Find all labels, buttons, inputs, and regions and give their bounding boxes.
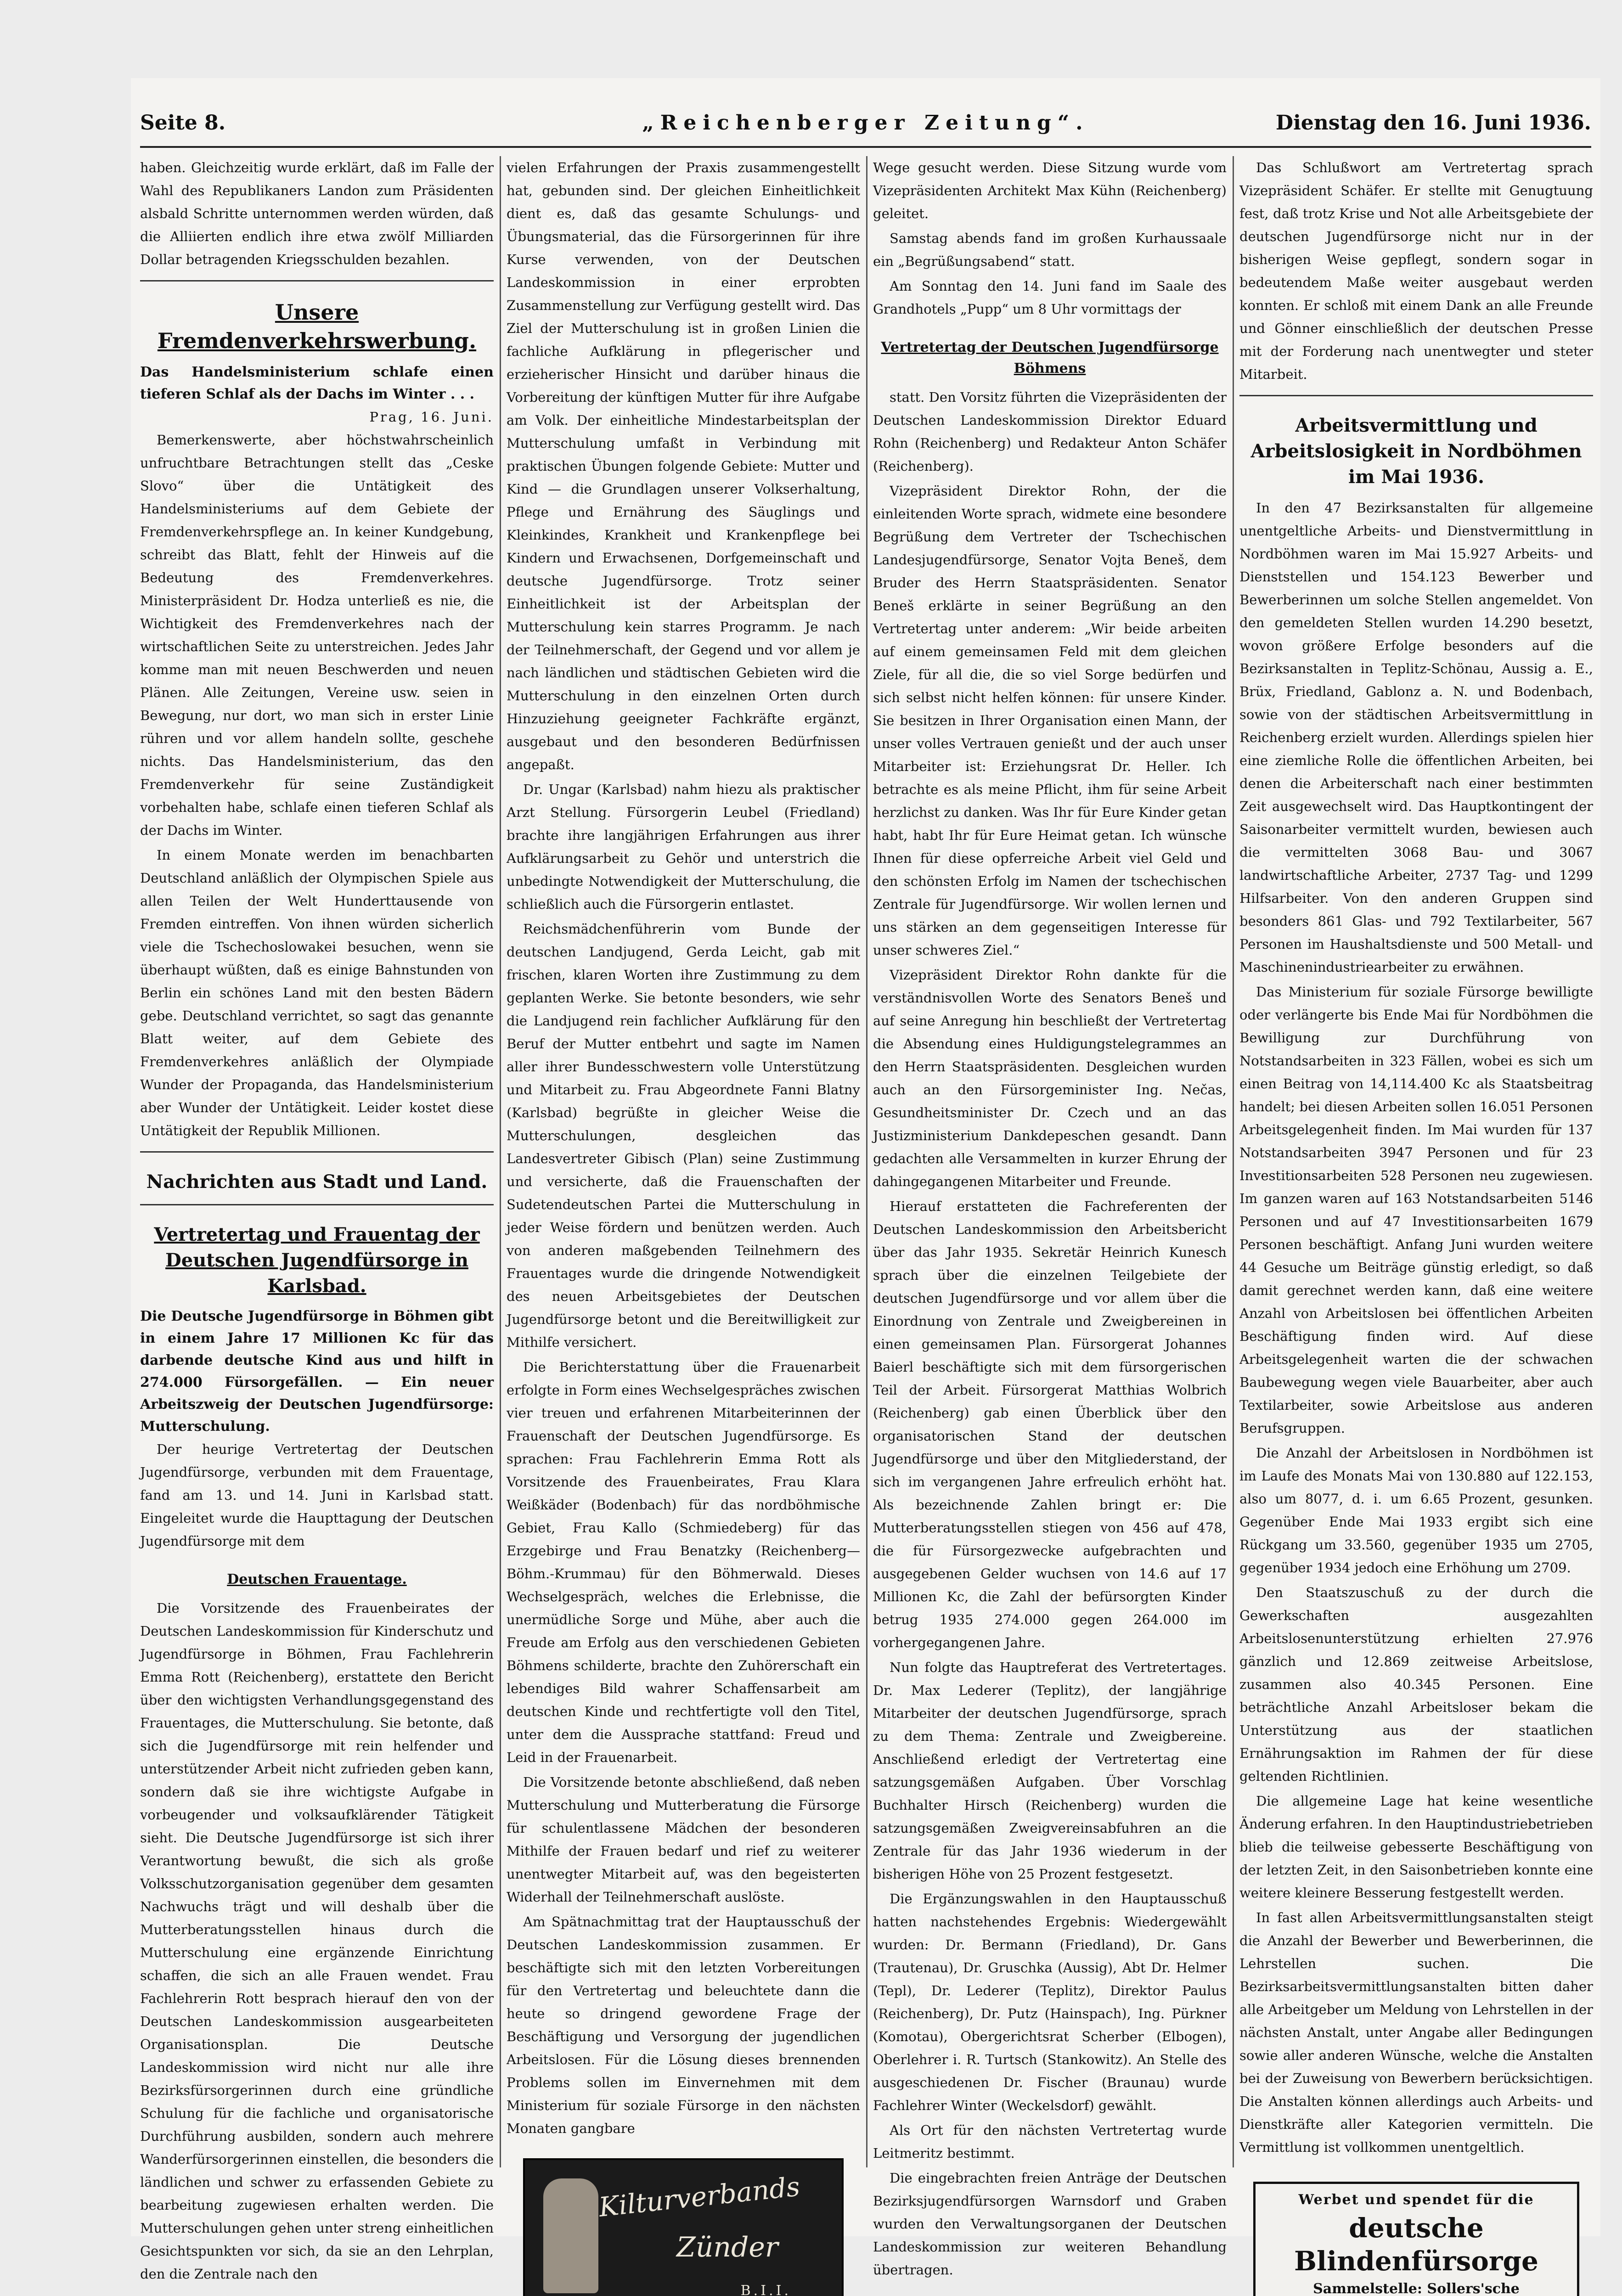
paragraph: Dr. Ungar (Karlsbad) nahm hiezu als praktischer Arzt Stellung. Fürsorgerin Leubel (Friedland) brachte ihre langjährigen Erfahrungen aus ihrer Aufklärungsarbeit zu Gehör und unterstrich die unbedingte Notwendigkeit der Mutterschulung, die schließlich auch die Fürsorgerin entlastet. — [507, 782, 860, 912]
paragraph: Der heurige Vertretertag der Deutschen Jugendfürsorge, verbunden mit dem Frauentage, fand am 13. und 14. Juni in Karlsbad statt. Eingeleitet wurde die Haupttagung der Deutschen Jugendfürsorge mit dem — [140, 1441, 494, 1549]
masthead-title: „Reichenberger Zeitung“. — [642, 111, 1089, 135]
page-header — [140, 111, 1591, 148]
paragraph: Wege gesucht werden. Diese Sitzung wurde vom Vizepräsidenten Architekt Max Kühn (Reichenberg) geleitet. — [873, 160, 1227, 221]
paragraph: Als Ort für den nächsten Vertretertag wurde Leitmeritz bestimmt. — [873, 2122, 1227, 2161]
column-divider — [500, 156, 501, 2167]
column-3 — [873, 156, 1227, 2278]
divider — [1239, 395, 1593, 396]
subheading: Vertretertag der Deutschen Jugendfürsorge Böhmens — [881, 339, 1219, 377]
subheadline: Das Handelsministerium schlafe einen tieferen Schlaf als der Dachs im Winter . . . — [140, 364, 494, 402]
paragraph: Am Sonntag den 14. Juni fand im Saale des Grandhotels „Pupp“ um 8 Uhr vormittags der — [873, 278, 1227, 317]
header-rule — [140, 146, 1591, 148]
paragraph: Das Ministerium für soziale Fürsorge bewilligte oder verlängerte bis Ende Mai für Nordböhmen die Bewilligung zur Durchführung von Notstandsarbeiten in 323 Fällen, wobei es sich um einen Beitrag von 14,114.400 Kc als Staatsbeitrag handelt; bei diesen Arbeiten sollen 16.051 Personen Arbeitsgelegenheit finden. Im Mai wurden für 137 Notstandsarbeiten 3947 Personen und für 23 Investitionsarbeiten 528 Personen neu zugewiesen. Im ganzen waren auf 163 Notstandsarbeiten 5146 Personen und auf 47 Investitionsarbeiten 1679 Personen beschäftigt. Anfang Juni wurden weitere 44 Gesuche um Beiträge günstig erledigt, so daß damit gerechnet werden kann, daß eine weitere Anzahl von Arbeitslosen bei öffentlichen Arbeiten Beschäftigung finden wird. Auf diese Arbeitsgelegenheit warten die der schwachen Baubewegung wegen viele Bauarbeiter, aber auch Textilarbeiter, sowie Arbeitslose aus anderen Berufsgruppen. — [1239, 984, 1593, 1436]
paragraph: In einem Monate werden im benachbarten Deutschland anläßlich der Olympischen Spiele aus allen Teilen der Welt Hunderttausende von Fremden eintreffen. Von ihnen würden sicherlich viele die Tschechoslowakei besuchen, wenn sie überhaupt wüßten, daß es einige Bahnstunden von Berlin ein schönes Land mit den besten Bädern gebe. Deutschland verrichtet, so sagt das genannte Blatt weiter, auf dem Gebiete des Fremdenverkehres anläßlich der Olympiade Wunder der Propaganda, das Handelsministerium aber Wunder der Untätigkeit. Leider kostet diese Untätigkeit der Republik Millionen. — [140, 847, 494, 1138]
paragraph: Hierauf erstatteten die Fachreferenten der Deutschen Landeskommission den Arbeitsbericht über das Jahr 1935. Sekretär Heinrich Kunesch sprach über die einzelnen Teilgebiete der deutschen Jugendfürsorge und vor allem über die Einordnung von Zentrale und Zweigbereinen in einen gemeinsamen Plan. Fürsorgerat Johannes Baierl beschäftigte sich mit dem fürsorgerischen Teil der Arbeit. Fürsorgerat Matthias Wolbrich (Reichenberg) gab einen Überblick über den organisatorischen Stand der deutschen Jugendfürsorge und über den Mitgliederstand, der sich im vergangenen Jahre erfreulich erhöht hat. Als bezeichnende Zahlen bringt er: Die Mutterberatungsstellen stiegen von 456 auf 478, die für Fürsorgezwecke aufgebrachten und ausgegebenen Gelder wuchsen von 14.6 auf 17 Millionen Kc, die Zahl der befürsorgten Kinder betrug 1935 274.000 gegen 264.000 im vorhergegangenen Jahre. — [873, 1199, 1227, 1650]
paragraph: In fast allen Arbeitsvermittlungsanstalten steigt die Anzahl der Bewerber und Bewerberinnen, die Lehrstellen suchen. Die Bezirksarbeitsvermittlungsanstalten bitten daher alle Arbeitgeber um Meldung von Lehrstellen in der nächsten Anstalt, unter Angabe aller Bedingungen sowie aller anderen Wünsche, welche die Anstalten bei der Zuweisung von Bewerbern berücksichtigen. Die Anstalten können allerdings auch Arbeits- und Dienstkräfte aller Kategorien vermitteln. Die Vermittlung ist vollkommen unentgeltlich. — [1239, 1910, 1593, 2155]
blindenfuersorge-advertisement — [1253, 2182, 1579, 2296]
paragraph: Die Ergänzungswahlen in den Hauptausschuß hatten nachstehendes Ergebnis: Wiedergewählt wurden: Dr. Bermann (Friedland), Dr. Gans (Trautenau), Dr. Gruschka (Aussig), Abt Dr. Helmer (Tepl), Dr. Lederer (Teplitz), Direktor Paulus (Reichenberg), Dr. Putz (Hainspach), Ing. Pürkner (Komotau), Obergerichtsrat Scherber (Elbogen), Oberlehrer i. R. Turtsch (Stankowitz). An Stelle des ausgeschiedenen Dr. Fischer (Braunau) wurde Fachlehrer Winter (Weckelsdorf) gewählt. — [873, 1891, 1227, 2113]
subheading: Deutschen Frauentage. — [227, 1571, 407, 1587]
column-divider — [1233, 156, 1234, 2167]
page-number: Seite 8. — [140, 111, 226, 135]
paragraph: Die eingebrachten freien Anträge der Deutschen Bezirksjugendfürsorgen Warnsdorf und Graben wurden den Verwaltungsorganen der Deutschen Landeskommission zur weiteren Behandlung übertragen. — [873, 2170, 1227, 2278]
paragraph: statt. Den Vorsitz führten die Vizepräsidenten der Deutschen Landeskommission Direktor Eduard Rohn (Reichenberg) und Redakteur Anton Schäfer (Reichenberg). — [873, 389, 1227, 474]
paragraph: vielen Erfahrungen der Praxis zusammengestellt hat, gebunden sind. Der gleichen Einheitlichkeit dient es, daß das gesamte Schulungs- und Übungsmaterial, das die Fürsorgerinnen für ihre Kurse verwenden, von der Deutschen Landeskommission in einer erprobten Zusammenstellung zur Verfügung gestellt wird. Das Ziel der Mutterschulung ist in großen Linien die fachliche Aufklärung in pflegerischer und erzieherischer Hinsicht und darüber hinaus die Vorbereitung der künftigen Mutter für ihre Aufgabe am Volk. Der einheitliche Mindestarbeitsplan der Mutterschulung umfaßt in Verbindung mit praktischen Übungen folgende Gebiete: Mutter und Kind — die Grundlagen unserer Volkserhaltung, Pflege und Ernährung des Säuglings und Kleinkindes, Krankheit und Krankenpflege bei Kindern und Erwachsenen, Dorfgemeinschaft und deutsche Jugendfürsorge. Trotz seiner Einheitlichkeit ist der Arbeitsplan der Mutterschulung kein starres Programm. Je nach der Teilnehmerschaft, der Gegend und vor allem je nach ländlichen und städtischen Gebieten wird die Mutterschulung in den einzelnen Orten durch Hinzuziehung geeigneter Fachkräfte ergänzt, ausgebaut und den besonderen Bedürfnissen angepaßt. — [507, 160, 860, 772]
ad-text: deutsche Blindenfürsorge — [1294, 2212, 1538, 2277]
ad-text: Sammelstelle: Sollers'sche — [1313, 2281, 1520, 2296]
column-2 — [507, 156, 860, 2296]
paragraph: In den 47 Bezirksanstalten für allgemeine unentgeltliche Arbeits- und Dienstvermittlung in Nordböhmen waren im Mai 15.927 Arbeits- und Dienststellen und 154.123 Bewerber und Bewerberinnen um solche Stellen angemeldet. Von den gemeldeten Stellen wurden 14.290 besetzt, wovon größere Erfolge besonders auf die Bezirksanstalten in Teplitz-Schönau, Aussig a. E., Brüx, Friedland, Gablonz a. N. und Bodenbach, sowie von der städtischen Arbeitsvermittlung in Reichenberg erzielt wurden. Allerdings spielen hier eine ziemliche Rolle die öffentlichen Arbeiten, bei denen die Arbeiterschaft nach einer bestimmten Zeit ausgewechselt wird. Das Hauptkontingent der Saisonarbeiter vermittelt wurden, bewiesen auch die vermittelten 3068 Bau- und 3067 landwirtschaftliche Arbeiter, 2737 Tag- und 1299 Hilfsarbeiter. Von den anderen Gruppen sind besonders 861 Glas- und 792 Textilarbeiter, 567 Personen im Haushaltsdienste und 500 Metall- und Maschinenindustriearbeiter zu erwähnen. — [1239, 500, 1593, 975]
kulturverband-advertisement — [523, 2158, 844, 2296]
lead-paragraph: Die Deutsche Jugendfürsorge in Böhmen gibt in einem Jahre 17 Millionen Kc für das darbende deutsche Kind aus und hilft in 274.000 Fürsorgefällen. — Ein neuer Arbeitszweig der Deutschen Jugendfürsorge: Mutterschulung. — [140, 1308, 494, 1435]
column-4 — [1239, 156, 1593, 2296]
paragraph: Samstag abends fand im großen Kurhaussaale ein „Begrüßungsabend“ statt. — [873, 231, 1227, 269]
divider — [140, 1151, 494, 1153]
ad-text: Werbet und spendet für die — [1298, 2192, 1534, 2208]
ad-text: Kilturverbands — [597, 2171, 801, 2223]
paragraph: Die Anzahl der Arbeitslosen in Nordböhmen ist im Laufe des Monats Mai von 130.880 auf 122.153, also um 8077, d. i. um 6.65 Prozent, gesunken. Gegenüber Ende Mai 1933 ergibt sich eine Rückgang um 33.560, gegenüber 1935 um 2705, gegenüber 1934 jedoch eine Erhöhung um 2709. — [1239, 1445, 1593, 1576]
paragraph: Den Staatszuschuß zu der durch die Gewerkschaften ausgezahlten Arbeitslosenunterstützung erhielten 27.976 gänzlich und 12.869 zeitweise Arbeitslose, zusammen also 40.345 Personen. Eine beträchtliche Anzahl Arbeitsloser bekam die Unterstützung aus der staatlichen Ernährungsaktion im Rahmen der für diese geltenden Richtlinien. — [1239, 1585, 1593, 1784]
column-1 — [140, 156, 494, 2282]
paragraph: Reichsmädchenführerin vom Bunde der deutschen Landjugend, Gerda Leicht, gab mit frischen, klaren Worten ihre Zustimmung zu dem geplanten Werke. Sie betonte besonders, wie sehr die Landjugend rein fachlicher Aufklärung für den Beruf der Mutter entbehrt und sagte im Namen aller ihrer Bundesschwestern volle Unterstützung und Mitarbeit zu. Frau Abgeordnete Fanni Blatny (Karlsbad) begrüßte in gleicher Weise die Mutterschulungen, desgleichen das Landesvertreter Gibisch (Plan) seine Zustimmung und versicherte, daß die Frauenschaften der Sudetendeutschen Partei die Mutterschulung in jeder Weise fördern und benützen werden. Auch von anderen maßgebenden Teilnehmern des Frauentages wurde die dringende Notwendigkeit des neuen Arbeitsgebietes der Deutschen Jugendfürsorge betont und die Bereitwilligkeit zur Mithilfe versichert. — [507, 921, 860, 1350]
paragraph: Vizepräsident Direktor Rohn, der die einleitenden Worte sprach, widmete eine besondere Begrüßung dem Vertreter der Tschechischen Landesjugendfürsorge, Senator Vojta Beneš, dem Bruder des Herrn Staatspräsidenten. Senator Beneš erklärte in seiner Begrüßung an den Vertretertag unter anderem: „Wir beide arbeiten auf einem gemeinsamen Feld mit dem gleichen Ziele, für all die, die so viel Sorge bedürfen und sich selbst nicht helfen können: für unsere Kinder. Sie besitzen in Ihrer Organisation einen Mann, der unser volles Vertrauen genießt und der auch unser Mitarbeiter ist: Erziehungsrat Dr. Heller. Ich betrachte es als meine Pflicht, ihm für seine Arbeit herzlichst zu danken. Was Ihr für Eure Kinder getan habt, habt Ihr für Eure Heimat getan. Ich wünsche Ihnen für diese opferreiche Arbeit viel Geld und den schönsten Erfolg im Namen der tschechischen Zentrale für Jugendfürsorge. Wir wollen lernen und uns stärken an dem gegenseitigen Interesse für unser schweres Ziel.“ — [873, 483, 1227, 958]
headline: Arbeitsvermittlung und Arbeitslosigkeit in Nordböhmen im Mai 1936. — [1250, 415, 1582, 488]
headline: Vertretertag und Frauentag der Deutschen Jugendfürsorge in Karlsbad. — [154, 1224, 480, 1297]
paragraph: Die Vorsitzende des Frauenbeirates der Deutschen Landeskommission für Kinderschutz und Jugendfürsorge in Böhmen, Frau Fachlehrerin Emma Rott (Reichenberg), erstattete den Bericht über den wichtigsten Verhandlungsgegenstand des Frauentages, die Mutterschulung. Sie betonte, daß sich die Jugendfürsorge mit rein helfender und unterstützender Arbeit nicht zufrieden geben kann, sondern daß sie ihre wichtigste Aufgabe in vorbeugender und volksaufklärender Tätigkeit sieht. Die Deutsche Jugendfürsorge ist sich ihrer Verantwortung bewußt, die sich als große Volksschutzorganisation gegenüber dem gesamten Nachwuchs trägt und will deshalb über die Mutterberatungsstellen hinaus durch die Mutterschulung eine ergänzende Einrichtung schaffen, die sich an alle Frauen wendet. Frau Fachlehrerin Rott besprach hierauf den von der Deutschen Landeskommission ausgearbeiteten Organisationsplan. Die Deutsche Landeskommission wird nicht nur alle ihre Bezirksfürsorgerinnen durch eine gründliche Schulung für die fachliche und organisatorische Durchführung ausbilden, sondern auch mehrere Wanderfürsorgerinnen einstellen, die besonders die ländlichen und schwer zu erfassenden Gebiete zu bearbeitung zugewiesen erhalten werden. Die Mutterschulungen gehen unter streng einheitlichen Gesichtspunkten vor sich, da sie an den Lehrplan, den die Zentrale nach den — [140, 1600, 494, 2282]
paragraph: Nun folgte das Hauptreferat des Vertretertages. Dr. Max Lederer (Teplitz), der langjährige Mitarbeiter der deutschen Jugendfürsorge, sprach zu dem Thema: Zentrale und Zweigbereine. Anschließend erledigt der Vertretertag eine satzungsgemäßen Aufgaben. Über Vorschlag Buchhalter Hirsch (Reichenberg) wurden die satzungsgemäßen Zweigvereinsabfuhren an die Zentrale für das Jahr 1936 wiederum in der bisherigen Höhe von 25 Prozent festgesetzt. — [873, 1660, 1227, 1882]
divider — [140, 1204, 494, 1205]
issue-date: Dienstag den 16. Juni 1936. — [1275, 111, 1591, 135]
figure-illustration — [543, 2178, 598, 2293]
newspaper-page — [131, 78, 1600, 2296]
paragraph: Am Spätnachmittag trat der Hauptausschuß der Deutschen Landeskommission zusammen. Er beschäftigte sich mit den letzten Vorbereitungen für den Vertretertag und beleuchtete dann die heute so dringend gewordene Frage der Beschäftigung und Versorgung der jugendlichen Arbeitslosen. Für die Lösung dieses brennenden Problems sollen im Einvernehmen mit dem Ministerium für soziale Fürsorge in den nächsten Monaten gangbare — [507, 1914, 860, 2136]
paragraph: haben. Gleichzeitig wurde erklärt, daß im Falle der Wahl des Republikaners Landon zum Präsidenten alsbald Schritte unternommen werden würden, daß die Alliierten endlich ihre etwa zwölf Milliarden Dollar betragenden Kriegsschulden bezahlen. — [140, 160, 494, 267]
paragraph: Vizepräsident Direktor Rohn dankte für die verständnisvollen Worte des Senators Beneš und auf seine Anregung hin beschließt der Vertretertag die Absendung eines Huldigungstelegrammes an den Herrn Staatspräsidenten. Desgleichen wurden auch an den Fürsorgeminister Ing. Nečas, Gesundheitsminister Dr. Czech und an das Justizministerium Dankdepeschen gesandt. Dann gedachten alle Versammelten in kurzer Ehrung der dahingegangenen Mitarbeiter und Freunde. — [873, 967, 1227, 1189]
paragraph: Die Berichterstattung über die Frauenarbeit erfolgte in Form eines Wechselgespräches zwischen vier treuen und erfahrenen Mitarbeiterinnen der Frauenschaft der Deutschen Jugendfürsorge. Es sprachen: Frau Fachlehrerin Emma Rott als Vorsitzende des Frauenbeirates, Frau Klara Weißkäder (Bodenbach) für das nordböhmische Gebiet, Frau Kallo (Schmiedeberg) für das Erzgebirge und Frau Benatzky (Reichenberg—Böhm.-Krummau) für den Böhmerwald. Dieses Wechselgespräch, welches die Erlebnisse, die unermüdliche Sorge und Mühe, aber auch die Freude am Erfolg aus den verschiedenen Gebieten Böhmens schilderte, brachte den Zuhörerschaft ein lebendiges Bild wahrer Schaffensarbeit am deutschen Kinde und rechtfertigte voll den Titel, unter dem die Aussprache stattfand: Freud und Leid in der Frauenarbeit. — [507, 1359, 860, 1765]
ad-text: B.I.I. — [740, 2283, 791, 2296]
ad-text: Zünder — [676, 2231, 778, 2263]
divider — [140, 280, 494, 281]
dateline: Prag, 16. Juni. — [369, 409, 494, 425]
paragraph: Die allgemeine Lage hat keine wesentliche Änderung erfahren. In den Hauptindustriebetrieben blieb die teilweise gebesserte Beschäftigung von der letzten Zeit, in den Saisonbetrieben konnte eine weitere kleinere Besserung festgestellt werden. — [1239, 1793, 1593, 1901]
column-divider — [866, 156, 867, 2167]
headline: Unsere Fremdenverkehrswerbung. — [157, 300, 477, 353]
paragraph: Bemerkenswerte, aber höchstwahrscheinlich unfruchtbare Betrachtungen stellt das „Ceske Slovo“ über die Untätigkeit des Handelsministeriums auf dem Gebiete der Fremdenverkehrspflege an. In keiner Kundgebung, schreibt das Blatt, fehlt der Hinweis auf die Bedeutung des Fremdenverkehres. Ministerpräsident Dr. Hodza unterließ es nie, die Wichtigkeit des Fremdenverkehres nach der wirtschaftlichen Seite zu unterstreichen. Jedes Jahr komme man mit neuen Beschwerden und neuen Plänen. Alle Zeitungen, Vereine usw. seien in Bewegung, nur dort, wo man sich in erster Linie rühren und vor allem handeln sollte, geschehe nichts. Das Handelsministerium, das den Fremdenverkehr für seine Zuständigkeit vorbehalten habe, schlafe einen tieferen Schlaf als der Dachs im Winter. — [140, 432, 494, 838]
section-headline: Nachrichten aus Stadt und Land. — [146, 1171, 488, 1193]
paragraph: Die Vorsitzende betonte abschließend, daß neben Mutterschulung und Mutterberatung die Fürsorge für schulentlassene Mädchen der besonderen Mithilfe der Frauen bedarf und rief zu weiterer unentwegter Mitarbeit auf, was den begeisterten Widerhall der Teilnehmerschaft auslöste. — [507, 1774, 860, 1905]
paragraph: Das Schlußwort am Vertretertag sprach Vizepräsident Schäfer. Er stellte mit Genugtuung fest, daß trotz Krise und Not alle Arbeitsgebiete der deutschen Jugendfürsorge nicht nur in der bisherigen Weise gepflegt, sondern sogar in bedeutendem Maße weiter ausgebaut werden konnten. Er schloß mit einem Dank an alle Freunde und Gönner einschließlich der deutschen Presse mit der Forderung nach unentwegter und steter Mitarbeit. — [1239, 160, 1593, 382]
